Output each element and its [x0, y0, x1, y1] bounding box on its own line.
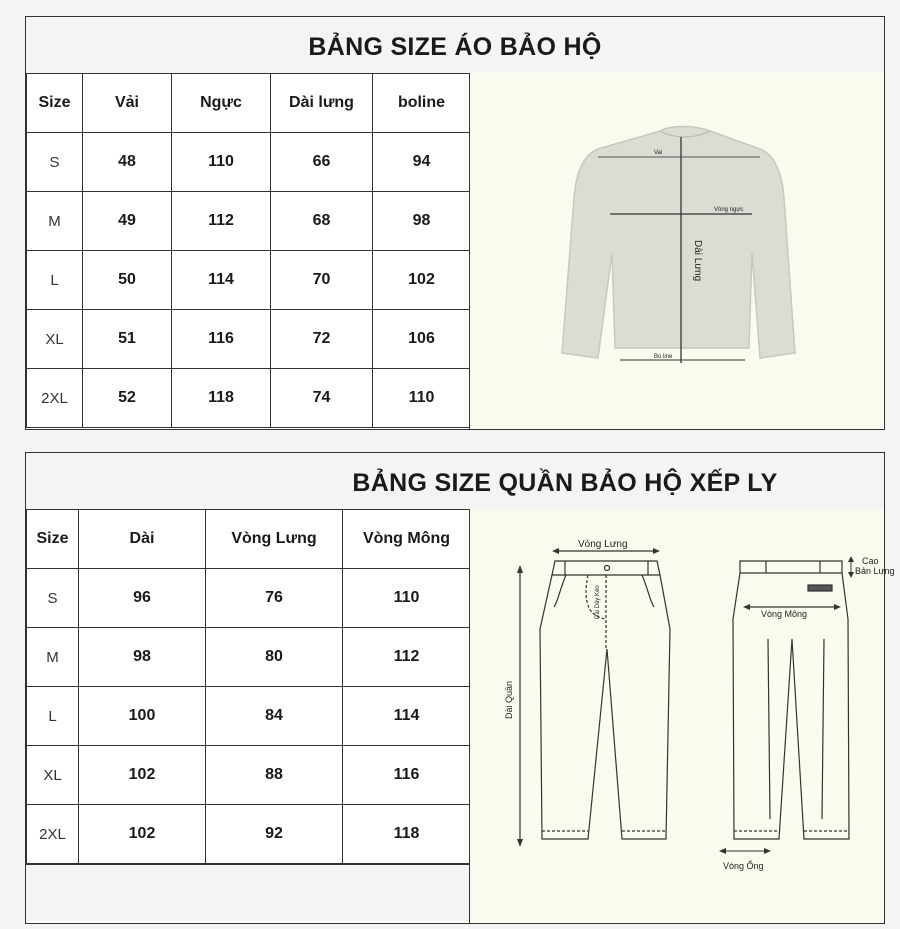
pants-size-table: [26, 509, 471, 864]
pants-table-header-cell: Vòng Lưng: [206, 510, 343, 569]
dai-quan-label: Dài Quần: [504, 680, 514, 719]
shirt-table-size-cell: 2XL: [27, 369, 83, 428]
pants-table-value-cell: 118: [343, 805, 471, 864]
pants-table-header-row: [27, 510, 471, 569]
shirt-table-size-cell: M: [27, 192, 83, 251]
shirt-table-value-cell: 70: [271, 251, 373, 310]
cao-label: Cao: [862, 556, 879, 566]
pants-table-value-cell: 92: [206, 805, 343, 864]
shirt-table-value-cell: 94: [373, 133, 471, 192]
pants-table-value-cell: 116: [343, 746, 471, 805]
shirt-diagram: [469, 73, 884, 429]
vai-label: Vai: [654, 150, 663, 156]
shirt-table-value-cell: 50: [83, 251, 172, 310]
shirt-table-header-cell: Ngực: [172, 74, 271, 133]
pants-table-value-cell: 80: [206, 628, 343, 687]
shirt-table-value-cell: 110: [373, 369, 471, 428]
shirt-table-value-cell: 102: [373, 251, 471, 310]
shirt-table-size-cell: S: [27, 133, 83, 192]
vong-mong-label: Vòng Mông: [761, 609, 808, 619]
pants-back: [733, 561, 849, 839]
dai-day-keo-label: Dài Dây Kéo: [595, 585, 601, 619]
shirt-table-value-cell: 106: [373, 310, 471, 369]
pants-table-size-cell: L: [27, 687, 79, 746]
dai-lung-label: Dài Lưng: [692, 240, 703, 282]
pants-table-size-cell: M: [27, 628, 79, 687]
shirt-table-value-cell: 51: [83, 310, 172, 369]
pants-table-value-cell: 114: [343, 687, 471, 746]
pants-table-value-cell: 88: [206, 746, 343, 805]
pants-table-row: [27, 746, 471, 805]
vong-nguc-label: Vòng ngực: [714, 207, 744, 213]
vong-ong-label: Vòng Ống: [723, 861, 764, 871]
pants-table-value-cell: 102: [79, 746, 206, 805]
shirt-table-value-cell: 118: [172, 369, 271, 428]
shirt-illustration: [470, 73, 885, 429]
shirt-shape: [562, 127, 795, 359]
shirt-size-title: BẢNG SIZE ÁO BẢO HỘ: [26, 17, 884, 74]
pants-table-value-cell: 96: [79, 569, 206, 628]
pants-table-header-cell: Dài: [79, 510, 206, 569]
shirt-table-header-cell: boline: [373, 74, 471, 133]
shirt-table-value-cell: 52: [83, 369, 172, 428]
pants-table-value-cell: 100: [79, 687, 206, 746]
pants-table-value-cell: 112: [343, 628, 471, 687]
shirt-table-value-cell: 112: [172, 192, 271, 251]
pants-table-row: [27, 569, 471, 628]
shirt-table-row: [27, 251, 471, 310]
pants-table-size-cell: S: [27, 569, 79, 628]
pants-diagram: [469, 509, 895, 923]
pants-table-row: [27, 687, 471, 746]
pants-table-size-cell: 2XL: [27, 805, 79, 864]
pants-table-value-cell: 76: [206, 569, 343, 628]
pants-table-value-cell: 110: [343, 569, 471, 628]
shirt-table-header-row: [27, 74, 471, 133]
shirt-size-panel: [25, 16, 885, 430]
shirt-table-value-cell: 68: [271, 192, 373, 251]
shirt-table-value-cell: 110: [172, 133, 271, 192]
shirt-table-row: [27, 310, 471, 369]
pants-table-row: [27, 805, 471, 864]
bo-line-label: Bo line: [654, 354, 673, 360]
shirt-size-table: [26, 73, 471, 428]
pants-table-value-cell: 102: [79, 805, 206, 864]
pants-table-header-cell: Vòng Mông: [343, 510, 471, 569]
pants-table-value-cell: 98: [79, 628, 206, 687]
shirt-table-size-cell: L: [27, 251, 83, 310]
shirt-table-value-cell: 74: [271, 369, 373, 428]
shirt-table-size-cell: XL: [27, 310, 83, 369]
shirt-table-header-cell: Dài lưng: [271, 74, 373, 133]
shirt-table-header-cell: Vải: [83, 74, 172, 133]
shirt-table-row: [27, 192, 471, 251]
pants-table-row: [27, 628, 471, 687]
shirt-table-header-cell: Size: [27, 74, 83, 133]
pants-size-panel: [25, 452, 895, 924]
pants-illustration: [470, 509, 895, 923]
pants-table-empty-row: [26, 864, 470, 921]
shirt-table-value-cell: 98: [373, 192, 471, 251]
shirt-table-value-cell: 48: [83, 133, 172, 192]
shirt-table-value-cell: 116: [172, 310, 271, 369]
shirt-table-row: [27, 133, 471, 192]
vong-lung-label: Vòng Lưng: [578, 539, 628, 550]
shirt-table-value-cell: 66: [271, 133, 373, 192]
pants-table-value-cell: 84: [206, 687, 343, 746]
shirt-table-value-cell: 72: [271, 310, 373, 369]
ban-lung-label: Bản Lưng: [855, 566, 895, 576]
shirt-table-value-cell: 49: [83, 192, 172, 251]
pants-size-title: BẢNG SIZE QUẦN BẢO HỘ XẾP LY: [26, 453, 884, 510]
pants-table-header-cell: Size: [27, 510, 79, 569]
shirt-table-value-cell: 114: [172, 251, 271, 310]
pants-front: [540, 561, 670, 839]
pants-table-size-cell: XL: [27, 746, 79, 805]
shirt-table-row: [27, 369, 471, 428]
